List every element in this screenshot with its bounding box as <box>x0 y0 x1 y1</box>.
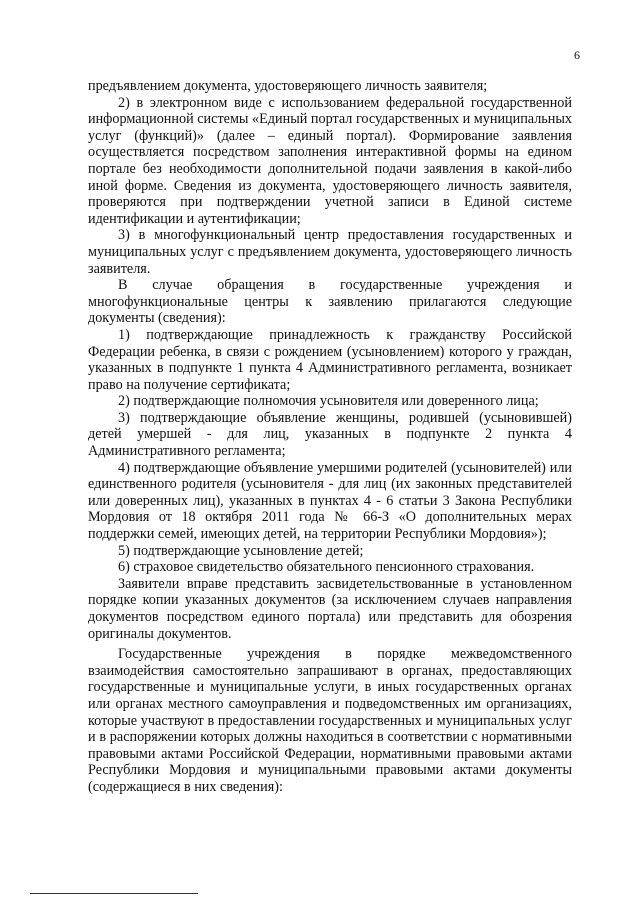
paragraph: 3) в многофункциональный центр предоставления государственных и муниципальных услуг с предъявлением документа, удостоверяющего личность заявителя. <box>88 227 572 277</box>
paragraph: В случае обращения в государственные учреждения и многофункциональные центры к заявлению прилагаются следующие документы (сведения): <box>88 277 572 327</box>
paragraph: 2) в электронном виде с использованием федеральной государственной информационной системы «Единый портал государственных и муниципальных услуг (функций)» (далее – единый портал). Формирование заявления осуществляется посредством заполнения интерактивной формы на едином портале без необходимости дополнительной подачи заявления в какой-либо иной форме. Сведения из документа, удостоверяющего личность заявителя, проверяются при подтверждении учетной записи в Единой системе идентификации и аутентификации; <box>88 94 572 227</box>
page-number: 6 <box>574 48 580 62</box>
list-item: 6) страховое свидетельство обязательного пенсионного страхования. <box>118 559 535 576</box>
list-item: 1) подтверждающие принадлежность к гражданству Российской Федерации ребенка, в связи с рождением (усыновлением) которого у граждан, указанных в подпункте 1 пункта 4 Административного регламента, возникает право на получение сертификата; <box>88 326 572 393</box>
list-item: 5) подтверждающие усыновление детей; <box>118 542 364 559</box>
list-item: 2) подтверждающие полномочия усыновителя или доверенного лица; <box>118 393 539 410</box>
list-item: 4) подтверждающие объявление умершими родителей (усыновителей) или единственного родителя (усыновителя - для лиц (их законных представителей или доверенных лиц), указанных в пунктах 4 - 6 статьи 3 Закона Республики Мордовия от 18 октября 2011 года № 66-З «О дополнительных мерах поддержки семей, имеющих детей, на территории Республики Мордовия»); <box>88 459 572 543</box>
paragraph: Заявители вправе представить засвидетельствованные в установленном порядке копии указанных документов (за исключением случаев направления документов посредством единого портала) или представить для обозрения оригиналы документов. <box>88 575 572 642</box>
body-text <box>88 78 572 796</box>
paragraph: предъявлением документа, удостоверяющего личность заявителя; <box>88 78 488 94</box>
paragraph: Государственные учреждения в порядке межведомственного взаимодействия самостоятельно запрашивают в органах, предоставляющих государственные и муниципальные услуги, в иных государственных органах или органах местного самоуправления и подведомственных им организациях, которые участвуют в предоставлении государственных и муниципальных услуг и в распоряжении которых должны находиться в соответствии с нормативными правовыми актами Российской Федерации, нормативными правовыми актами Республики Мордовия и муниципальными правовыми актами документы (содержащиеся в них сведения): <box>88 646 572 795</box>
list-item: 3) подтверждающие объявление женщины, родившей (усыновившей) детей умершей - для лиц, указанных в подпункте 2 пункта 4 Административного регламента; <box>88 409 572 460</box>
footer-rule <box>30 893 198 894</box>
